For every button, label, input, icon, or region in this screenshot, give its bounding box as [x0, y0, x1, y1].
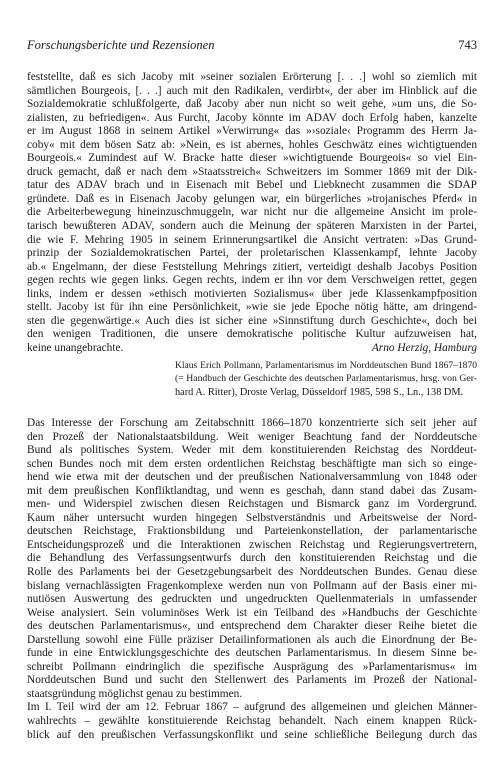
text-line: die Arbeiterbewegung hineinzuschmuggeln, war nicht nur die allgemeine Ansicht im prole- — [27, 206, 477, 219]
reviewer-signature: Arno Herzig, Hamburg — [371, 341, 477, 354]
bib-line: (= Handbuch der Geschichte des deutschen Parlamentarismus, hrsg. von Ger- — [175, 373, 477, 385]
text-line: Weise analysiert. Sein voluminöses Werk ist ein Teilband des »Handbuchs der Geschichte — [27, 606, 477, 619]
page-number: 743 — [458, 38, 477, 52]
text-line: schreibt Pollmann eindringlich die spezifische Ausprägung des »Parlamentarismus« im — [27, 660, 477, 673]
text-line: sämtlichen Bourgeois, [. . .] auch mit den Radikalen, verdirbt«, der aber im Hinblick auf die — [27, 84, 477, 97]
text-line: stellt. Jacoby ist für ihn eine Persönlichkeit, »wie sie jede Epoche nötig hätte, am dringend- — [27, 301, 477, 314]
text-line: tatur des ADAV brach und in Eisenach mit Bebel und Liebknecht zusammen die SDAP — [27, 179, 477, 192]
text-line: keine unangebrachte. — [27, 341, 124, 354]
text-line: die Behandlung des Verfassungsentwurfs durch den konstituierenden Reichstag und die — [27, 552, 477, 565]
review-closing-line — [27, 342, 477, 356]
bib-line: hard A. Ritter), Droste Verlag, Düsseldorf 1985, 598 S., Ln., 138 DM. — [175, 386, 464, 398]
text-line: links, indem er dessen »ethisch motivierten Sozialismus« über jede Klassenkampfposition — [27, 287, 477, 300]
text-line: er im August 1868 in seinem Artikel »Verwirrung« das »›soziale‹ Programm des Herrn Ja- — [27, 125, 477, 138]
review-arno-herzig — [27, 71, 477, 355]
bib-line: Klaus Erich Pollmann, Parlamentarismus im Norddeutschen Bund 1867–1870 — [175, 360, 477, 371]
text-line: Darstellung sowohl eine Fülle präziser Detailinformationen als auch die Einordnung der Be- — [27, 633, 477, 646]
text-line: Norddeutschen Bund und sucht den Stellenwert des Parlaments im Prozeß der National- — [27, 674, 477, 687]
running-head: Forschungsberichte und Rezensionen — [27, 38, 215, 52]
review-pollmann-body — [27, 417, 477, 742]
text-line: men- und Widerspiel zwischen diesen Reichstagen und Bismarck ganz im Vordergrund. — [27, 498, 477, 511]
text-line: coby« mit dem bösen Satz ab: »Nein, es ist abernes, hohles Geschwätz eines wichtigtuenden — [27, 138, 477, 151]
text-line: staatsgründung möglichst genau zu bestimmen. — [27, 687, 243, 700]
text-line: mit dem preußischen Konfliktlandtag, und wenn es geschah, dann stand dabei das Zusam- — [27, 484, 477, 497]
text-line: gründete. Daß es in Eisenach Jacoby gelungen war, ein bürgerliches »trojanisches Pferd« in — [27, 192, 477, 205]
text-line: Bund als politisches System. Weder mit dem konstituierenden Reichstag des Norddeut- — [27, 444, 477, 457]
text-line: hend wie etwa mit der deutschen und der preußischen Nationalversammlung von 1848 oder — [27, 471, 477, 484]
text-line: Das Interesse der Forschung am Zeitabschnitt 1866–1870 konzentrierte sich seit jeher auf — [27, 417, 477, 429]
text-line: wahlrechts – gewählte konstituierende Reichstag behandelt. Nach einem knappen Rück- — [27, 715, 477, 728]
text-line: nutiösen Auswertung des gedruckten und ungedruckten Quellenmaterials in umfassender — [27, 593, 477, 606]
text-line: blick auf den preußischen Verfassungskonflikt und seine schließliche Beilegung durch das — [27, 728, 477, 741]
text-line: deutschen Reichstage, Fraktionsbildung und Parteienkonstellation, der parlamentarische — [27, 525, 477, 538]
text-line: die wie F. Mehring 1905 in seinem Erinnerungsartikel die Ansicht vertraten: »Das Grund- — [27, 233, 477, 246]
text-line: Im I. Teil wird der am 12. Februar 1867 – aufgrund des allgemeinen und gleichen Männer- — [27, 701, 477, 714]
text-line: druck gemacht, daß er nach dem »Staatsstreich« Schweitzers im Sommer 1869 mit der Dik- — [27, 165, 477, 178]
bibliographic-reference — [175, 359, 477, 399]
text-line: Kaum näher untersucht wurden hingegen Selbstverständnis und Arbeitsweise der Nord- — [27, 511, 477, 524]
page-header — [27, 38, 477, 56]
text-line: tarisch bewußteren ADAV, sondern auch die Meinung der späteren Marxisten in der Partei, — [27, 220, 477, 233]
text-line: Entscheidungsprozeß und die Interaktionen zwischen Reichstag und Regierungsvertretern, — [27, 538, 477, 551]
text-line: zialisten, zu befriedigen«. Aus Furcht, Jacoby könnte im ADAV doch Erfolg haben, kanzelte — [27, 111, 477, 124]
text-line: Rolle des Parlaments bei der Gesetzgebungsarbeit des Norddeutschen Bundes. Genau diese — [27, 566, 477, 579]
text-line: feststellte, daß es sich Jacoby mit »seiner sozialen Erörterung [. . .] wohl so ziemlich mit — [27, 71, 477, 83]
text-line: gegen rechts wie gegen links. Gegen rechts, indem er ihn vor dem Verschweigen rettet, gegen — [27, 274, 477, 287]
text-line: funde in eine Entwicklungsgeschichte des deutschen Parlamentarismus. In diesem Sinne be- — [27, 647, 477, 660]
text-line: bislang vernachlässigten Fragenkomplexe werden nun von Pollmann auf der Basis einer mi- — [27, 579, 477, 592]
text-line: Bourgeois.« Zumindest auf W. Bracke hatte dieser »wichtigtuende Bourgeois« so viel Ein- — [27, 152, 477, 165]
text-line: sten die gegenwärtige.« Auch dies ist sicher eine »Sinnstiftung durch Geschichte«, doch bei — [27, 314, 477, 327]
text-line: Sozialdemokratie schlußfolgerte, daß Jacoby aber nun nicht so weit gehe, »um uns, die So- — [27, 98, 477, 111]
text-line: ab.« Engelmann, der diese Feststellung Mehrings zitiert, verteidigt deshalb Jacobys Position — [27, 260, 477, 273]
text-line: schen Bundes noch mit dem ersten ordentlichen Reichstag beschäftigte man sich so einge- — [27, 457, 477, 470]
text-line: des deutschen Parlamentarismus«, und entsprechend dem Charakter dieser Reihe bietet die — [27, 620, 477, 633]
text-line: den wenigen Traditionen, die unsere demokratische politische Kultur aufzuweisen hat, — [27, 328, 477, 341]
text-line: den Prozeß der Nationalstaatsbildung. Weit weniger Beachtung fand der Norddeutsche — [27, 430, 477, 443]
text-line: prinzip der Sozialdemokratischen Partei, der proletarischen Klassenkampf, lehnte Jacoby — [27, 247, 477, 260]
